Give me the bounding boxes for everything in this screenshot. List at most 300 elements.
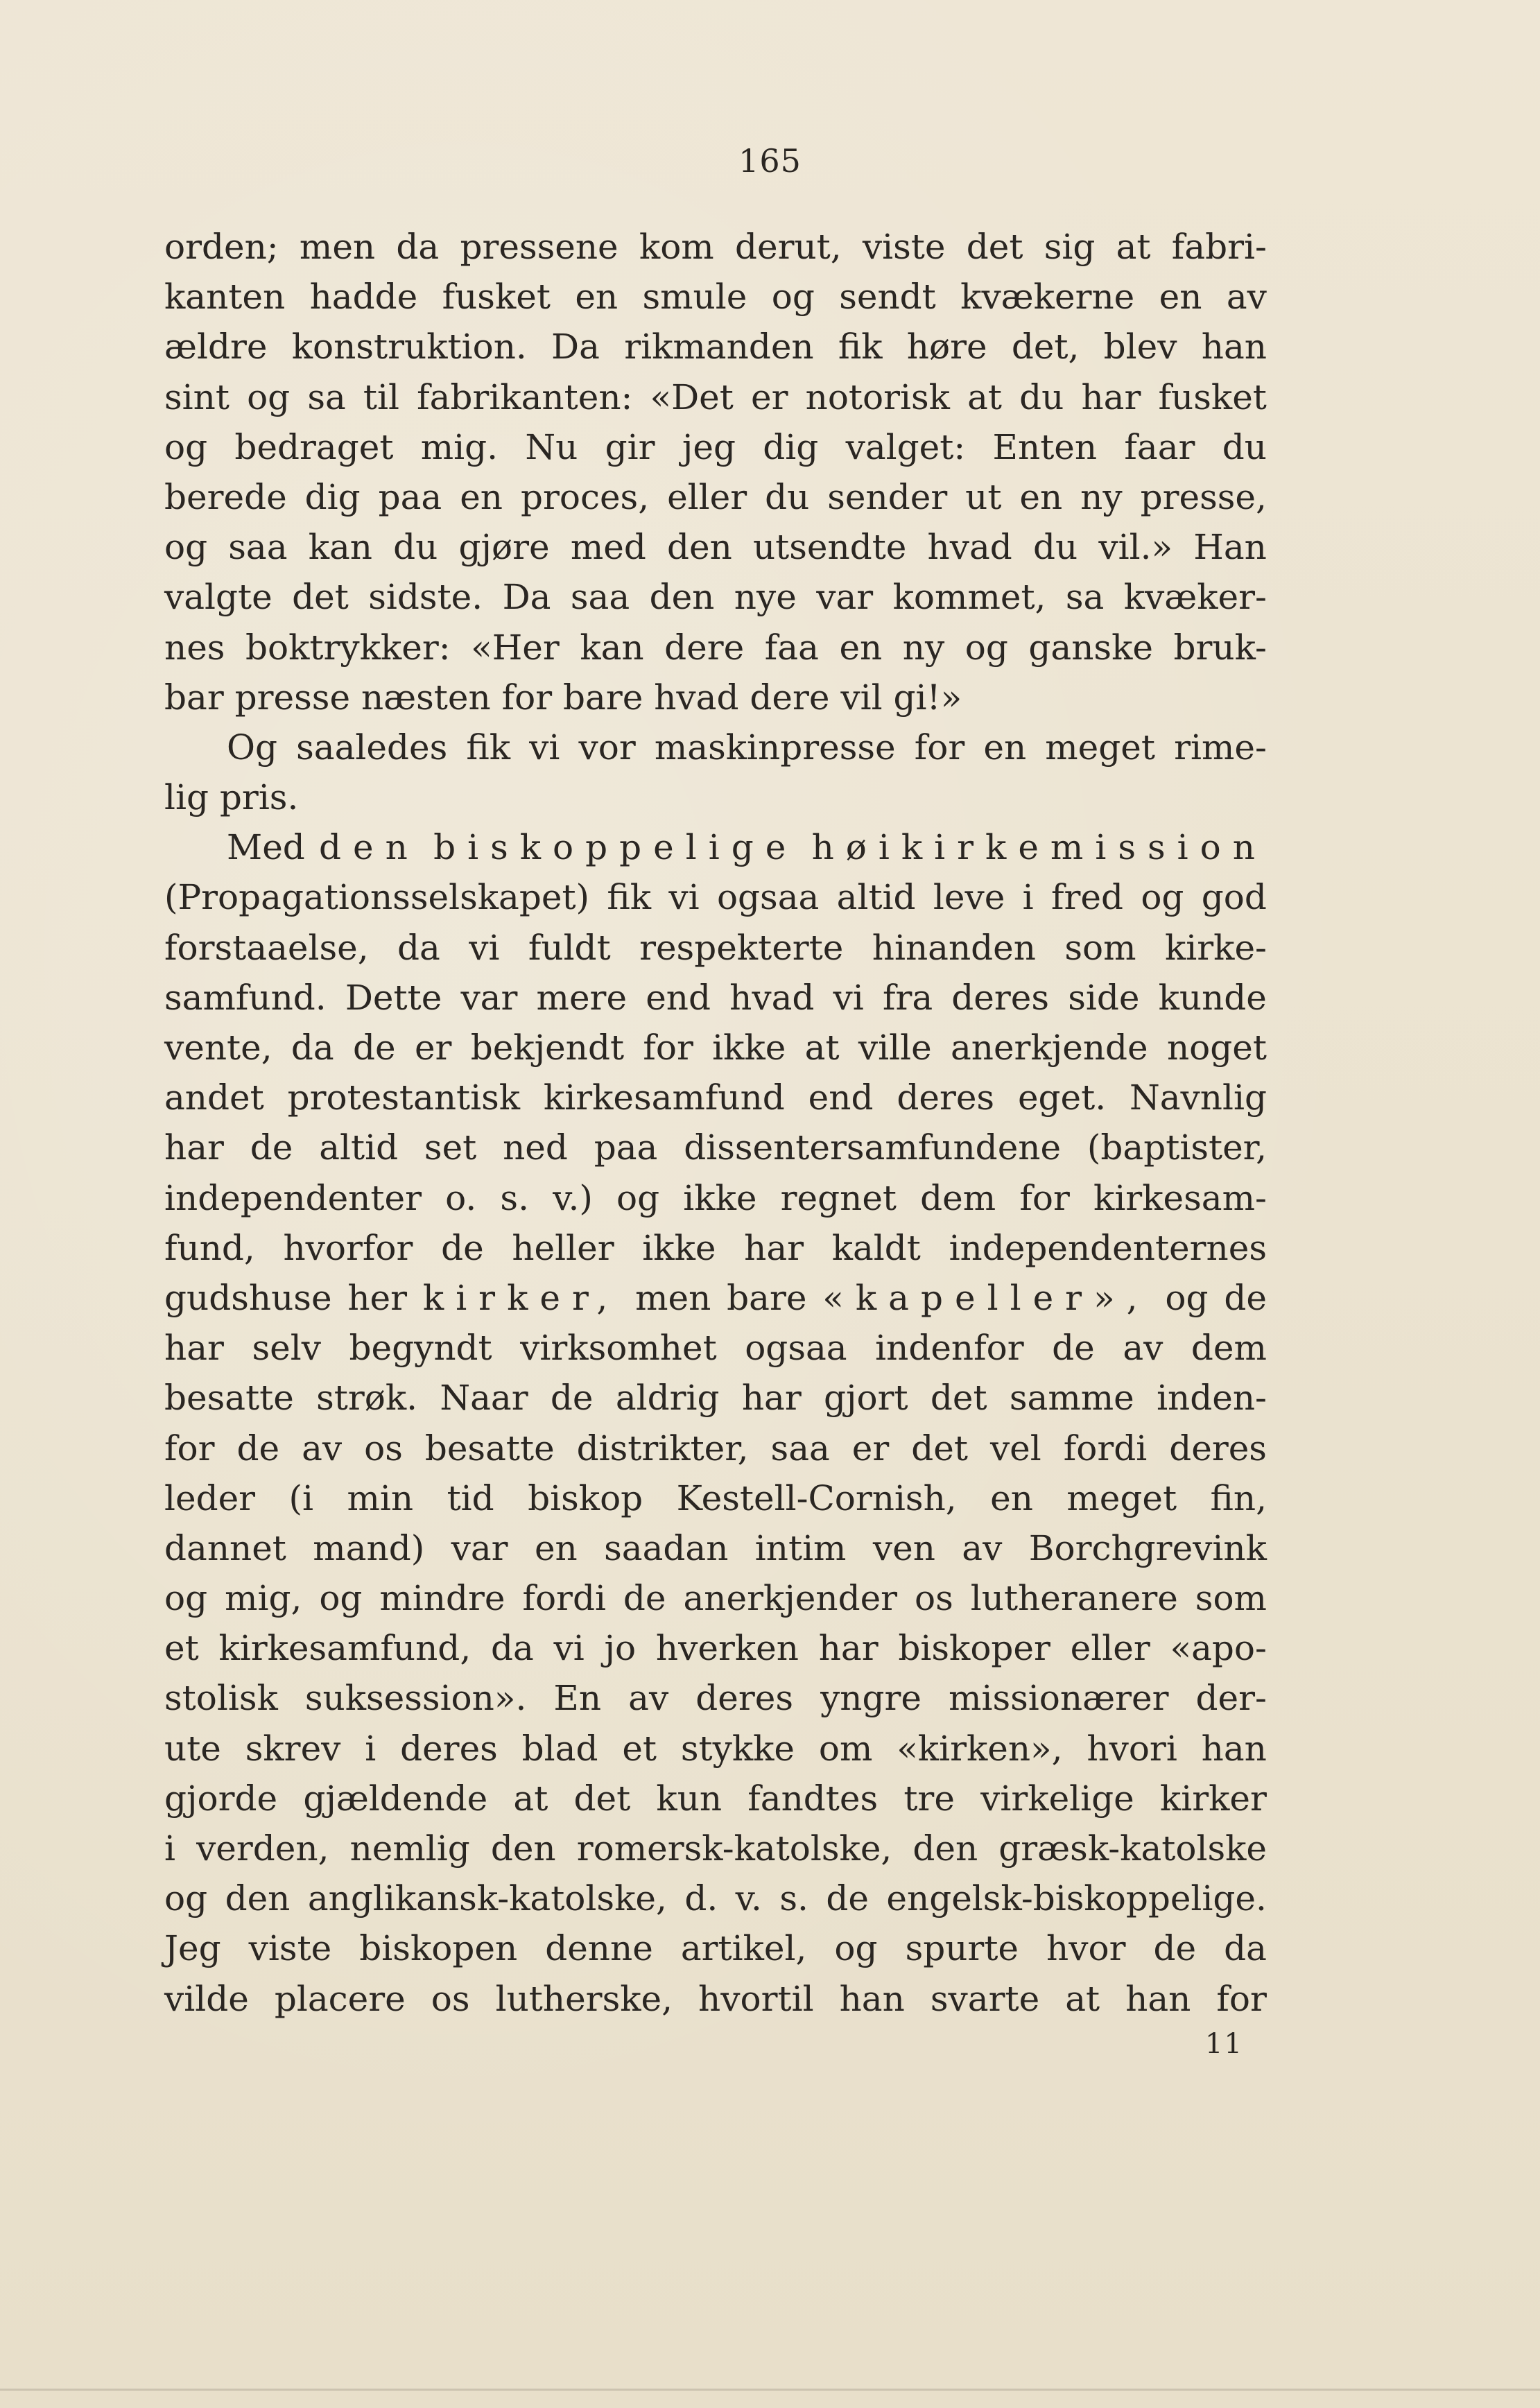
text-line [164, 623, 1267, 673]
text-word: hvorfor [283, 1227, 413, 1268]
text-word: den [666, 527, 732, 568]
text-line [164, 522, 1267, 572]
text-word: paa [594, 1127, 658, 1168]
text-word: da [397, 927, 440, 968]
text-word: bar [164, 677, 224, 718]
text-word: den [649, 577, 715, 618]
text-word: denne [545, 1928, 653, 1969]
text-word: hvortil [698, 1978, 814, 2019]
page-number: 165 [738, 142, 802, 180]
text-word: de [353, 1028, 396, 1068]
text-word: og [616, 1177, 660, 1218]
text-word: leve [933, 877, 1005, 918]
text-line [164, 1974, 1267, 2024]
text-word: ute [164, 1728, 221, 1769]
text-word: for [643, 1028, 693, 1068]
text-word: biskop [528, 1478, 643, 1518]
text-line [164, 222, 1267, 272]
text-line [164, 1323, 1267, 1373]
text-word: sint [164, 376, 230, 417]
text-word: fusket [442, 277, 551, 318]
text-word: en [575, 277, 618, 318]
text-word: kvæker- [1123, 577, 1267, 618]
text-word: det [930, 1378, 987, 1419]
text-word: gir [605, 426, 655, 467]
text-word: kunde [1158, 977, 1267, 1018]
text-word: set [424, 1127, 477, 1168]
text-word: anglikansk-katolske, [307, 1878, 667, 1919]
text-word: og [319, 1578, 363, 1619]
text-word: svarte [930, 1978, 1040, 2019]
text-line [164, 722, 1267, 772]
text-word: du [393, 527, 438, 568]
text-word: dannet [164, 1527, 286, 1568]
text-line [164, 1073, 1267, 1123]
text-word: Han [1193, 527, 1267, 568]
text-word: hvori [1087, 1728, 1177, 1769]
text-word: den [319, 827, 419, 868]
text-word: høikirkemission [811, 827, 1267, 868]
text-word: som [1195, 1578, 1267, 1619]
text-word: bare [727, 1277, 807, 1318]
text-word: presse, [1140, 476, 1267, 517]
text-word: at [967, 376, 1003, 417]
text-word: fabri- [1171, 227, 1267, 267]
text-word: dere [750, 677, 830, 718]
text-line [164, 1623, 1267, 1673]
text-word: end [808, 1077, 874, 1118]
text-word: o. [445, 1177, 477, 1218]
text-word: da [490, 1628, 534, 1669]
text-word: og [834, 1928, 878, 1969]
text-word: de [1052, 1328, 1095, 1369]
text-line [164, 372, 1267, 422]
text-word: vil [840, 677, 883, 718]
text-word: nye [734, 577, 797, 618]
text-word: græsk-katolske [998, 1828, 1267, 1869]
text-word: anerkjender [683, 1578, 898, 1619]
text-word: for [914, 727, 965, 768]
text-word: ny [902, 627, 945, 668]
text-word: altid [319, 1127, 399, 1168]
text-word: besatte [424, 1428, 555, 1469]
text-word: sidste. [368, 577, 483, 618]
text-word: Og [227, 727, 277, 768]
text-word: skrev [245, 1728, 341, 1769]
text-word: hvor [1046, 1928, 1126, 1969]
text-word: her [347, 1277, 408, 1318]
text-word: den [225, 1878, 291, 1919]
text-word: kom [639, 227, 714, 267]
text-word: nes [164, 627, 225, 668]
text-word: notorisk [805, 376, 950, 417]
text-word: fin, [1210, 1478, 1267, 1518]
text-word: har [744, 1227, 804, 1268]
text-word: ældre [164, 327, 268, 367]
text-word: rime- [1174, 727, 1267, 768]
text-word: hvad [729, 977, 815, 1018]
text-word: dem [1191, 1328, 1267, 1369]
text-word: gjøre [458, 527, 550, 568]
text-word: «Det [650, 376, 734, 417]
text-word: regnet [780, 1177, 897, 1218]
text-word: jeg [682, 426, 736, 467]
text-word: protestantisk [287, 1077, 521, 1118]
text-word: (i [288, 1478, 314, 1518]
text-word: suksession». [304, 1678, 527, 1719]
text-word: er [414, 1028, 452, 1068]
text-word: pris. [219, 777, 299, 818]
text-word: fandtes [747, 1778, 879, 1819]
text-word: Med [227, 827, 305, 868]
text-line [164, 1873, 1267, 1923]
text-word: Borchgrevink [1028, 1527, 1267, 1568]
text-word: indenfor [875, 1328, 1024, 1369]
text-word: proces, [520, 476, 650, 517]
text-word: Kestell-Cornish, [676, 1478, 957, 1518]
text-line [164, 923, 1267, 973]
text-word: at [1065, 1978, 1100, 2019]
text-word: du [1019, 376, 1064, 417]
text-word: saa [570, 577, 630, 618]
text-word: lutherske, [495, 1978, 673, 2019]
text-word: gi!» [893, 677, 962, 718]
text-line [164, 1273, 1267, 1323]
text-word: jo [604, 1628, 637, 1669]
text-word: kanten [164, 277, 286, 318]
text-word: ikke [683, 1177, 757, 1218]
text-word: forstaaelse, [164, 927, 369, 968]
text-line [164, 1724, 1267, 1774]
text-word: av [1123, 1328, 1163, 1369]
text-line [164, 1824, 1267, 1873]
text-word: hvad [927, 527, 1012, 568]
text-word: virksomhet [520, 1328, 717, 1369]
text-word: (baptister, [1087, 1127, 1267, 1168]
text-word: biskopen [359, 1928, 518, 1969]
text-word: s. [500, 1177, 529, 1218]
text-word: dere [664, 627, 745, 668]
text-word: til [363, 376, 399, 417]
text-word: at [513, 1778, 548, 1819]
text-word: for [1216, 1978, 1267, 2019]
text-word: fordi [522, 1578, 606, 1619]
text-word: av [962, 1527, 1003, 1568]
text-word: konstruktion. [291, 327, 527, 367]
text-word: et [164, 1628, 199, 1669]
body-text [164, 222, 1267, 2024]
text-word: altid [836, 877, 916, 918]
text-word: Da [551, 327, 600, 367]
text-word: samfund. [164, 977, 327, 1018]
text-word: deres [951, 977, 1050, 1018]
text-word: men [635, 1277, 711, 1318]
text-word: Dette [345, 977, 442, 1018]
text-word: vi [668, 877, 700, 918]
text-word: bare [563, 677, 643, 718]
text-word: og [1165, 1277, 1209, 1318]
text-word: kaldt [831, 1227, 921, 1268]
text-word: om [818, 1728, 873, 1769]
text-word: kirkesam- [1093, 1177, 1267, 1218]
text-word: kun [656, 1778, 723, 1819]
text-word: vi [553, 1628, 585, 1669]
text-word: er [851, 1428, 890, 1469]
text-word: var [451, 1527, 508, 1568]
text-word: derut, [734, 227, 842, 267]
text-word: intim [754, 1527, 847, 1568]
text-word: og [247, 376, 291, 417]
text-word: andet [164, 1077, 264, 1118]
text-word: en [990, 1478, 1033, 1518]
text-word: kirker, [422, 1277, 620, 1318]
text-word: i [1022, 877, 1034, 918]
text-word: leder [164, 1478, 256, 1518]
text-word: med [570, 527, 646, 568]
text-word: vi [833, 977, 864, 1018]
text-word: fabrikanten: [417, 376, 633, 417]
text-word: de [236, 1428, 280, 1469]
text-word: yngre [820, 1678, 922, 1719]
text-word: smule [642, 277, 747, 318]
text-word: av [302, 1428, 343, 1469]
text-word: anerkjende [950, 1028, 1148, 1068]
text-word: kan [580, 627, 644, 668]
text-word: boktrykker: [245, 627, 451, 668]
signature-mark: 11 [1205, 2028, 1243, 2060]
text-word: saa [228, 527, 288, 568]
text-word: viste [248, 1928, 332, 1969]
text-line [164, 822, 1267, 872]
text-word: bekjendt [470, 1028, 625, 1068]
text-line [164, 322, 1267, 372]
text-word: da [396, 227, 440, 267]
text-word: sig [1044, 227, 1096, 267]
text-word: gjorde [164, 1778, 278, 1819]
text-word: vi [529, 727, 560, 768]
text-word: en [1019, 476, 1063, 517]
text-word: et [622, 1728, 657, 1769]
text-word: du [1222, 426, 1267, 467]
text-word: hadde [309, 277, 418, 318]
text-word: mand) [313, 1527, 425, 1568]
text-word: en [534, 1527, 578, 1568]
text-word: valgte [164, 577, 272, 618]
text-word: mindre [379, 1578, 505, 1619]
text-word: dig [763, 426, 819, 467]
text-word: ville [858, 1028, 932, 1068]
text-word: d. [684, 1878, 718, 1919]
text-line [164, 1523, 1267, 1573]
text-word: da [1224, 1928, 1267, 1969]
text-word: valget: [845, 426, 966, 467]
text-word: men [299, 227, 376, 267]
text-word: utsendte [752, 527, 907, 568]
text-word: har [818, 1628, 879, 1669]
text-word: fik [838, 327, 883, 367]
text-word: den [912, 1828, 978, 1869]
text-word: han [1125, 1978, 1191, 2019]
text-word: bedraget [234, 426, 394, 467]
text-word: for [164, 1428, 215, 1469]
text-word: fuldt [528, 927, 611, 968]
text-word: besatte [164, 1378, 294, 1419]
text-word: gudshuse [164, 1277, 332, 1318]
text-word: og [164, 1878, 208, 1919]
text-line [164, 973, 1267, 1023]
text-line [164, 1673, 1267, 1723]
text-word: meget [1066, 1478, 1177, 1518]
text-word: ogsaa [745, 1328, 847, 1369]
text-word: fred [1050, 877, 1123, 918]
text-word: kirkesamfund [543, 1077, 785, 1118]
text-word: gjort [824, 1378, 908, 1419]
text-word: biskoppelige [433, 827, 798, 868]
text-word: stykke [680, 1728, 795, 1769]
text-word: aldrig [615, 1378, 720, 1419]
text-word: vil.» [1098, 527, 1173, 568]
text-word: hverken [655, 1628, 799, 1669]
text-word: fik [607, 877, 652, 918]
text-word: mig. [420, 426, 499, 467]
text-word: kommet, [892, 577, 1046, 618]
text-word: Da [502, 577, 551, 618]
text-word: du [765, 476, 810, 517]
text-word: sa [1065, 577, 1105, 618]
text-word: vor [578, 727, 636, 768]
text-word: ny [1080, 476, 1123, 517]
text-word: de [441, 1227, 484, 1268]
text-word: vilde [164, 1978, 249, 2019]
text-word: biskoper [898, 1628, 1050, 1669]
text-word: for [1019, 1177, 1070, 1218]
text-word: min [347, 1478, 414, 1518]
text-line [164, 673, 1267, 722]
text-word: har [164, 1127, 224, 1168]
text-line [164, 1774, 1267, 1824]
text-word: kvækerne [960, 277, 1135, 318]
text-word: vente, [164, 1028, 272, 1068]
text-word: en [839, 627, 883, 668]
text-word: tre [903, 1778, 955, 1819]
text-word: lutheranere [970, 1578, 1178, 1619]
text-word: en [983, 727, 1027, 768]
text-word: pressene [460, 227, 618, 267]
text-word: en [460, 476, 503, 517]
text-word: for [501, 677, 553, 718]
text-word: i [365, 1728, 377, 1769]
text-word: deres [897, 1077, 995, 1118]
text-word: begyndt [349, 1328, 492, 1369]
text-word: os [915, 1578, 953, 1619]
text-word: tid [447, 1478, 494, 1518]
text-word: lig [164, 777, 209, 818]
text-word: «apo- [1170, 1628, 1267, 1669]
text-word: deres [400, 1728, 498, 1769]
text-word: og [164, 426, 208, 467]
text-word: orden; [164, 227, 279, 267]
text-word: næsten [361, 677, 491, 718]
text-word: Enten [992, 426, 1098, 467]
text-line [164, 1573, 1267, 1623]
text-word: «kapeller», [822, 1277, 1150, 1318]
text-word: det [911, 1428, 968, 1469]
text-word: strøk. [316, 1378, 418, 1419]
text-word: han [1201, 327, 1267, 367]
text-word: i [164, 1828, 175, 1869]
text-word: Jeg [164, 1928, 221, 1969]
text-line [164, 1173, 1267, 1223]
text-word: ikke [642, 1227, 716, 1268]
text-word: v.) [553, 1177, 593, 1218]
text-word: ned [503, 1127, 568, 1168]
text-word: de [250, 1127, 293, 1168]
text-word: eget. [1017, 1077, 1107, 1118]
text-word: de [550, 1378, 594, 1419]
text-line [164, 572, 1267, 622]
text-word: rikmanden [624, 327, 814, 367]
text-word: maskinpresse [654, 727, 896, 768]
text-word: noget [1166, 1028, 1267, 1068]
text-word: independenternes [949, 1227, 1267, 1268]
text-word: saa [770, 1428, 830, 1469]
text-word: (Propagationsselskapet) [164, 877, 590, 918]
text-word: du [1032, 527, 1078, 568]
text-word: saadan [604, 1527, 729, 1568]
text-word: vi [469, 927, 500, 968]
text-word: samme [1009, 1378, 1134, 1419]
text-word: faa [764, 627, 819, 668]
text-word: at [1116, 227, 1151, 267]
text-word: Navnlig [1130, 1077, 1267, 1118]
text-word: nemlig [349, 1828, 470, 1869]
text-word: romersk-katolske, [576, 1828, 892, 1869]
text-word: kirker [1159, 1778, 1267, 1819]
text-word: er [751, 376, 788, 417]
text-word: det [573, 1778, 631, 1819]
text-word: ikke [712, 1028, 786, 1068]
text-word: de [1153, 1928, 1197, 1969]
text-line [164, 872, 1267, 922]
text-line [164, 772, 1267, 822]
text-word: heller [512, 1227, 614, 1268]
text-word: virkelige [980, 1778, 1134, 1819]
text-word: En [553, 1678, 602, 1719]
text-word: gjældende [303, 1778, 488, 1819]
text-word: side [1068, 977, 1140, 1018]
text-word: paa [378, 476, 442, 517]
text-word: ganske [1028, 627, 1153, 668]
text-word: kan [308, 527, 373, 568]
text-word: engelsk-biskoppelige. [886, 1878, 1267, 1919]
text-word: det, [1011, 327, 1080, 367]
text-word: kirke- [1164, 927, 1267, 968]
text-word: ven [872, 1527, 935, 1568]
text-word: fra [882, 977, 933, 1018]
text-word: dig [304, 476, 361, 517]
text-word: og [964, 627, 1008, 668]
bottom-edge-rule [0, 2389, 1540, 2391]
text-word: og [164, 1578, 208, 1619]
text-word: selv [252, 1328, 321, 1369]
text-word: v. [735, 1878, 762, 1919]
text-word: end [646, 977, 711, 1018]
text-line [164, 1223, 1267, 1273]
text-word: høre [906, 327, 987, 367]
text-word: s. [779, 1878, 808, 1919]
text-word: bruk- [1173, 627, 1267, 668]
text-word: deres [1169, 1428, 1267, 1469]
